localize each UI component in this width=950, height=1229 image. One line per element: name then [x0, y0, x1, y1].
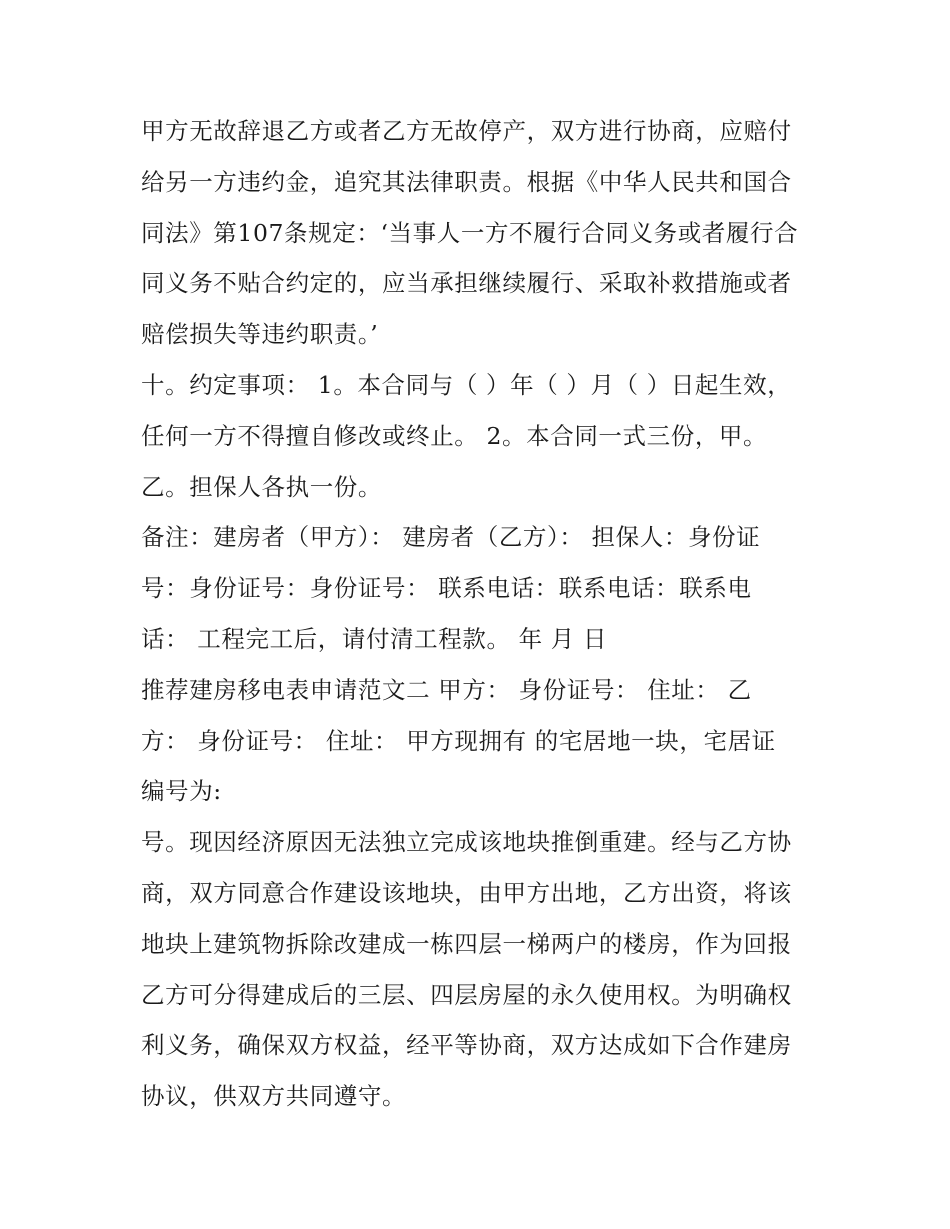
text-line: 给另一方违约金，追究其法律职责。根据《中华人民共和国合 — [141, 167, 792, 196]
text-line: 十。约定事项： 1。本合同与（ ）年（ ）月（ ）日起生效， — [141, 370, 792, 399]
text-line: 任何一方不得擅自修改或终止。 2。本合同一式三份，甲。 — [141, 421, 768, 450]
text-line: 方： 身份证号： 住址： 甲方现拥有 的宅居地一块，宅居证 — [141, 726, 776, 755]
text-line: 号。现因经济原因无法独立完成该地块推倒重建。经与乙方协 — [141, 828, 792, 857]
text-line: 协议，供双方共同遵守。 — [141, 1082, 407, 1111]
text-line: 乙。担保人各执一份。 — [141, 472, 382, 501]
text-line: 利义务，确保双方权益，经平等协商，双方达成如下合作建房 — [141, 1031, 792, 1060]
document-body — [141, 106, 831, 1122]
text-line: 话： 工程完工后，请付清工程款。 年 月 日 — [141, 624, 608, 653]
text-line: 地块上建筑物拆除改建成一栋四层一梯两户的楼房，作为回报 — [141, 929, 792, 958]
text-line: 号：身份证号：身份证号： 联系电话：联系电话：联系电 — [141, 574, 752, 603]
text-line: 编号为: — [141, 777, 222, 806]
text-line: 乙方可分得建成后的三层、四层房屋的永久使用权。为明确权 — [141, 980, 792, 1009]
text-line: 赔偿损失等违约职责。’ — [141, 320, 379, 349]
text-line: 备注：建房者（甲方）： 建房者（乙方）： 担保人：身份证 — [141, 523, 761, 552]
text-line: 甲方无故辞退乙方或者乙方无故停产，双方进行协商，应赔付 — [141, 117, 792, 145]
text-line: 同法》第107条规定：‘当事人一方不履行合同义务或者履行合 — [141, 218, 799, 247]
text-line: 推荐建房移电表申请范文二 甲方： 身份证号： 住址： 乙 — [141, 675, 752, 704]
text-line: 商，双方同意合作建设该地块，由甲方出地，乙方出资，将该 — [141, 878, 792, 907]
text-line: 同义务不贴合约定的，应当承担继续履行、采取补救措施或者 — [141, 269, 792, 298]
